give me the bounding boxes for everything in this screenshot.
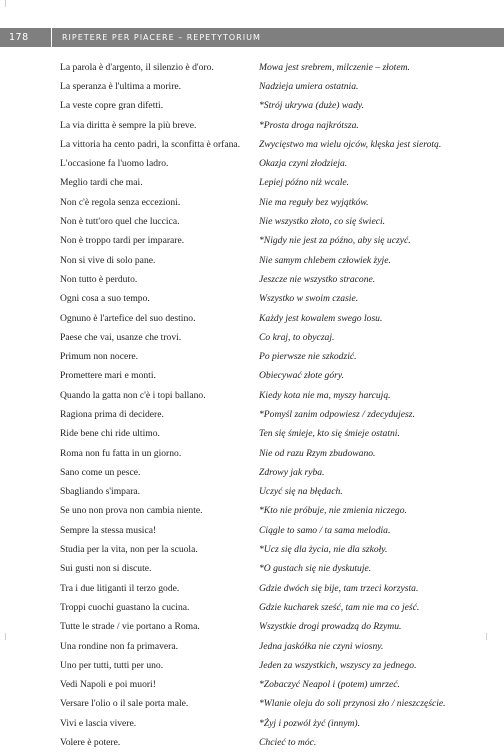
polish-translation: Gdzie dwóch się bije, tam trzeci korzysta. [259,583,418,594]
italian-proverb: Quando la gatta non c'è i topi ballano. [60,390,255,401]
crop-mark-bottom-left [5,633,6,640]
proverb-row [60,212,480,231]
polish-translation: Nie ma reguły bez wyjątków. [259,197,369,208]
crop-mark-top-left [5,0,6,7]
polish-translation: *O gustach się nie dyskutuje. [259,563,371,574]
italian-proverb: Una rondine non fa primavera. [60,641,255,652]
proverb-row [60,656,480,675]
italian-proverb: La via diritta è sempre la più breve. [60,120,255,131]
italian-proverb: Non è troppo tardi per imparare. [60,235,255,246]
polish-translation: Gdzie kucharek sześć, tam nie ma co jeść. [259,602,419,613]
italian-proverb: Ride bene chi ride ultimo. [60,428,255,439]
italian-proverb: La veste copre gran difetti. [60,100,255,111]
italian-proverb: Se uno non prova non cambia niente. [60,505,255,516]
proverb-row [60,598,480,617]
italian-proverb: Primum non nocere. [60,351,255,362]
polish-translation: Chcieć to móc. [259,737,316,748]
italian-proverb: Meglio tardi che mai. [60,177,255,188]
proverb-row [60,58,480,77]
proverb-row [60,521,480,540]
italian-proverb: Vivi e lascia vivere. [60,718,255,729]
polish-translation: Nie samym chlebem człowiek żyje. [259,255,391,266]
proverb-row [60,135,480,154]
proverb-row [60,424,480,443]
running-head: RIPETERE PER PIACERE – REPETYTORIUM [62,28,261,47]
italian-proverb: Non è tutt'oro quel che luccica. [60,216,255,227]
proverb-row [60,96,480,115]
italian-proverb: Sempre la stessa musica! [60,525,255,536]
italian-proverb: L'occasione fa l'uomo ladro. [60,158,255,169]
italian-proverb: Tutte le strade / vie portano a Roma. [60,621,255,632]
polish-translation: *Żyj i pozwól żyć (innym). [259,718,360,729]
proverb-row [60,173,480,192]
italian-proverb: Ognuno è l'artefice del suo destino. [60,313,255,324]
polish-translation: Lepiej późno niż wcale. [259,177,349,188]
italian-proverb: Volere è potere. [60,737,255,748]
proverb-row [60,714,480,733]
proverb-row [60,347,480,366]
italian-proverb: Promettere mari e monti. [60,370,255,381]
italian-proverb: Vedi Napoli e poi muori! [60,679,255,690]
polish-translation: Ten się śmieje, kto się śmieje ostatni. [259,428,400,439]
proverb-row [60,308,480,327]
italian-proverb: Sano come un pesce. [60,467,255,478]
page-header-bar [0,28,504,47]
polish-translation: Każdy jest kowalem swego losu. [259,313,382,324]
polish-translation: *Nigdy nie jest za późno, aby się uczyć. [259,235,411,246]
polish-translation: *Wlanie oleju do soli przynosi zło / nieszczęście. [259,698,446,709]
italian-proverb: La vittoria ha cento padri, la sconfitta è orfana. [60,139,255,150]
polish-translation: Ciągle to samo / ta sama melodia. [259,525,390,536]
proverb-row [60,386,480,405]
polish-translation: *Strój ukrywa (duże) wady. [259,100,364,111]
proverb-row [60,636,480,655]
italian-proverb: Ragiona prima di decidere. [60,409,255,420]
polish-translation: Wszystko w swoim czasie. [259,293,358,304]
polish-translation: Uczyć się na błędach. [259,486,343,497]
proverb-row [60,270,480,289]
italian-proverb: Ogni cosa a suo tempo. [60,293,255,304]
polish-translation: Jedna jaskółka nie czyni wiosny. [259,641,383,652]
proverb-row [60,463,480,482]
proverb-row [60,328,480,347]
proverb-row [60,675,480,694]
italian-proverb: Troppi cuochi guastano la cucina. [60,602,255,613]
proverb-row [60,617,480,636]
italian-proverb: Non si vive di solo pane. [60,255,255,266]
italian-proverb: La speranza è l'ultima a morire. [60,81,255,92]
italian-proverb: Sui gusti non si discute. [60,563,255,574]
polish-translation: Jeden za wszystkich, wszyscy za jednego. [259,660,416,671]
proverb-row [60,694,480,713]
italian-proverb: Uno per tutti, tutti per uno. [60,660,255,671]
proverb-row [60,501,480,520]
polish-translation: Po pierwsze nie szkodzić. [259,351,357,362]
proverb-row [60,443,480,462]
proverb-row [60,482,480,501]
proverb-row [60,366,480,385]
polish-translation: *Kto nie próbuje, nie zmienia niczego. [259,505,407,516]
polish-translation: *Zobaczyć Neapol i (potem) umrzeć. [259,679,400,690]
proverb-row [60,115,480,134]
polish-translation: Nadzieja umiera ostatnia. [259,81,358,92]
polish-translation: Nie od razu Rzym zbudowano. [259,448,375,459]
proverb-row [60,154,480,173]
proverb-row [60,405,480,424]
proverb-table [60,58,480,752]
crop-mark-bottom-right [486,633,487,640]
polish-translation: Zwycięstwo ma wielu ojców, klęska jest sierotą. [259,139,441,150]
italian-proverb: Versare l'olio o il sale porta male. [60,698,255,709]
polish-translation: Obiecywać złote góry. [259,370,344,381]
italian-proverb: Roma non fu fatta in un giorno. [60,448,255,459]
polish-translation: Okazja czyni złodzieja. [259,158,347,169]
proverb-row [60,559,480,578]
italian-proverb: Paese che vai, usanze che trovi. [60,332,255,343]
italian-proverb: Tra i due litiganti il terzo gode. [60,583,255,594]
proverb-row [60,733,480,752]
proverb-row [60,289,480,308]
italian-proverb: La parola è d'argento, il silenzio è d'oro. [60,62,255,73]
proverb-row [60,193,480,212]
polish-translation: Mowa jest srebrem, milczenie – złotem. [259,62,410,73]
polish-translation: Co kraj, to obyczaj. [259,332,334,343]
polish-translation: Jeszcze nie wszystko stracone. [259,274,375,285]
italian-proverb: Sbagliando s'impara. [60,486,255,497]
proverb-row [60,540,480,559]
proverb-row [60,77,480,96]
italian-proverb: Non tutto è perduto. [60,274,255,285]
page-number: 178 [0,28,52,47]
polish-translation: Kiedy kota nie ma, myszy harcują. [259,390,391,401]
proverb-row [60,250,480,269]
polish-translation: *Prosta droga najkrótsza. [259,120,359,131]
italian-proverb: Non c'è regola senza eccezioni. [60,197,255,208]
polish-translation: Zdrowy jak ryba. [259,467,324,478]
proverb-row [60,231,480,250]
polish-translation: *Ucz się dla życia, nie dla szkoły. [259,544,387,555]
polish-translation: *Pomyśl zanim odpowiesz / zdecydujesz. [259,409,415,420]
italian-proverb: Studia per la vita, non per la scuola. [60,544,255,555]
polish-translation: Wszystkie drogi prowadzą do Rzymu. [259,621,401,632]
polish-translation: Nie wszystko złoto, co się świeci. [259,216,385,227]
proverb-row [60,579,480,598]
